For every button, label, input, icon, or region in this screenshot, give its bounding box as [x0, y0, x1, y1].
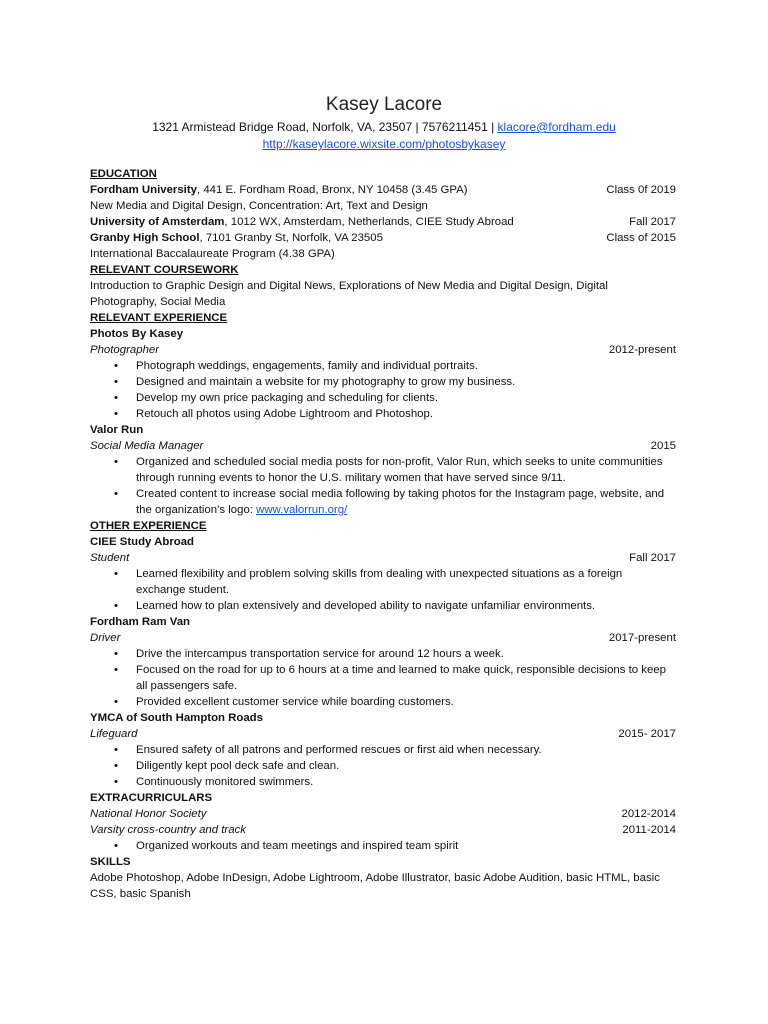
employer-name: YMCA of South Hampton Roads: [90, 712, 263, 724]
bullet-list: [90, 838, 676, 854]
education-entry: [90, 230, 676, 246]
valorrun-link[interactable]: www.valorrun.org/: [256, 504, 348, 516]
list-item: • Photograph weddings, engagements, family and individual portraits.: [90, 358, 676, 374]
employer-name: Valor Run: [90, 424, 144, 436]
role-title: Driver: [90, 632, 121, 644]
experience-heading: RELEVANT EXPERIENCE: [90, 312, 228, 324]
entry-date: Fall 2017: [629, 216, 676, 228]
role-title: Lifeguard: [90, 728, 138, 740]
education-entry: [90, 182, 676, 198]
resume-body: [90, 166, 676, 902]
list-item: • Retouch all photos using Adobe Lightroom and Photoshop.: [90, 406, 676, 422]
education-entry: [90, 214, 676, 230]
extracurriculars-heading: EXTRACURRICULARS: [90, 792, 213, 804]
website-link[interactable]: http://kaseylacore.wixsite.com/photosbykasey: [262, 137, 506, 151]
website-line: [0, 136, 768, 152]
role-line: [90, 342, 676, 358]
school-detail: , 441 E. Fordham Road, Bronx, NY 10458 (3.45 GPA): [196, 184, 468, 196]
person-name: Kasey Lacore: [325, 94, 443, 115]
bullet-list: [90, 646, 676, 710]
activity-line: [90, 822, 676, 838]
role-title: Student: [90, 552, 130, 564]
role-line: [90, 630, 676, 646]
entry-date: Fall 2017: [629, 552, 676, 564]
list-item: • Diligently kept pool deck safe and clean.: [90, 758, 676, 774]
list-item: • Focused on the road for up to 6 hours at a time and learned to make quick, responsible decisions to keep all passengers safe.: [90, 662, 676, 694]
skills-heading: SKILLS: [90, 856, 131, 868]
activity-title: Varsity cross-country and track: [90, 824, 246, 836]
bullet-list: [90, 566, 676, 614]
other-experience-heading: OTHER EXPERIENCE: [90, 520, 207, 532]
list-item: • Develop my own price packaging and scheduling for clients.: [90, 390, 676, 406]
entry-date: 2012-present: [608, 344, 676, 356]
entry-date: Class of 2015: [606, 232, 676, 244]
skills-text: Adobe Photoshop, Adobe InDesign, Adobe Lightroom, Adobe Illustrator, basic Adobe Audition, basic HTML, basic CSS, basic Spanish: [90, 872, 660, 900]
employer-name: Fordham Ram Van: [90, 616, 191, 628]
coursework-heading: RELEVANT COURSEWORK: [90, 264, 239, 276]
role-title: Photographer: [90, 344, 160, 356]
email-link[interactable]: klacore@fordham.edu: [497, 120, 616, 134]
entry-date: 2015: [650, 440, 676, 452]
list-item: • Organized workouts and team meetings and inspired team spirit: [90, 838, 676, 854]
role-title: Social Media Manager: [90, 440, 204, 452]
degree-line: New Media and Digital Design, Concentration: Art, Text and Design: [90, 200, 428, 212]
list-item: • Ensured safety of all patrons and performed rescues or first aid when necessary.: [90, 742, 676, 758]
school-detail: , 7101 Granby St, Norfolk, VA 23505: [199, 232, 383, 244]
activity-line: [90, 806, 676, 822]
address-phone: 1321 Armistead Bridge Road, Norfolk, VA, 23507 | 7576211451 |: [152, 120, 498, 134]
role-line: [90, 550, 676, 566]
employer-name: CIEE Study Abroad: [90, 536, 195, 548]
entry-date: 2017-present: [608, 632, 676, 644]
contact-line: [0, 119, 768, 135]
program-line: International Baccalaureate Program (4.38 GPA): [90, 248, 335, 260]
school-name: University of Amsterdam: [90, 216, 225, 228]
list-item: • Designed and maintain a website for my photography to grow my business.: [90, 374, 676, 390]
employer-name: Photos By Kasey: [90, 328, 184, 340]
list-item: • Learned how to plan extensively and developed ability to navigate unfamiliar environments.: [90, 598, 676, 614]
bullet-list: [90, 742, 676, 790]
role-line: [90, 438, 676, 454]
coursework-text: Introduction to Graphic Design and Digital News, Explorations of New Media and Digital Design, Digital Photography, Social Media: [90, 280, 608, 308]
list-item-text: Created content to increase social media following by taking photos for the Instagram page, website, and the organization’s logo:: [136, 488, 665, 516]
entry-date: Class 0f 2019: [606, 184, 676, 196]
activity-title: National Honor Society: [90, 808, 207, 820]
list-item: • Learned flexibility and problem solving skills from dealing with unexpected situations as a foreign exchange student.: [90, 566, 676, 598]
list-item: • Organized and scheduled social media posts for non-profit, Valor Run, which seeks to unite communities through running events to honor the U.S. military women that have served since 9/11.: [90, 454, 676, 486]
bullet-list: [90, 454, 676, 518]
school-name: Granby High School: [90, 232, 200, 244]
entry-date: 2011-2014: [622, 824, 676, 836]
list-item: • Provided excellent customer service while boarding customers.: [90, 694, 676, 710]
resume-header: [0, 92, 768, 152]
education-heading: EDUCATION: [90, 168, 157, 180]
bullet-list: [90, 358, 676, 422]
role-line: [90, 726, 676, 742]
entry-date: 2012-2014: [621, 808, 676, 820]
school-detail: , 1012 WX, Amsterdam, Netherlands, CIEE Study Abroad: [224, 216, 514, 228]
school-name: Fordham University: [90, 184, 197, 196]
list-item: • Drive the intercampus transportation service for around 12 hours a week.: [90, 646, 676, 662]
list-item: • Continuously monitored swimmers.: [90, 774, 676, 790]
list-item: [90, 486, 676, 518]
entry-date: 2015- 2017: [618, 728, 676, 740]
